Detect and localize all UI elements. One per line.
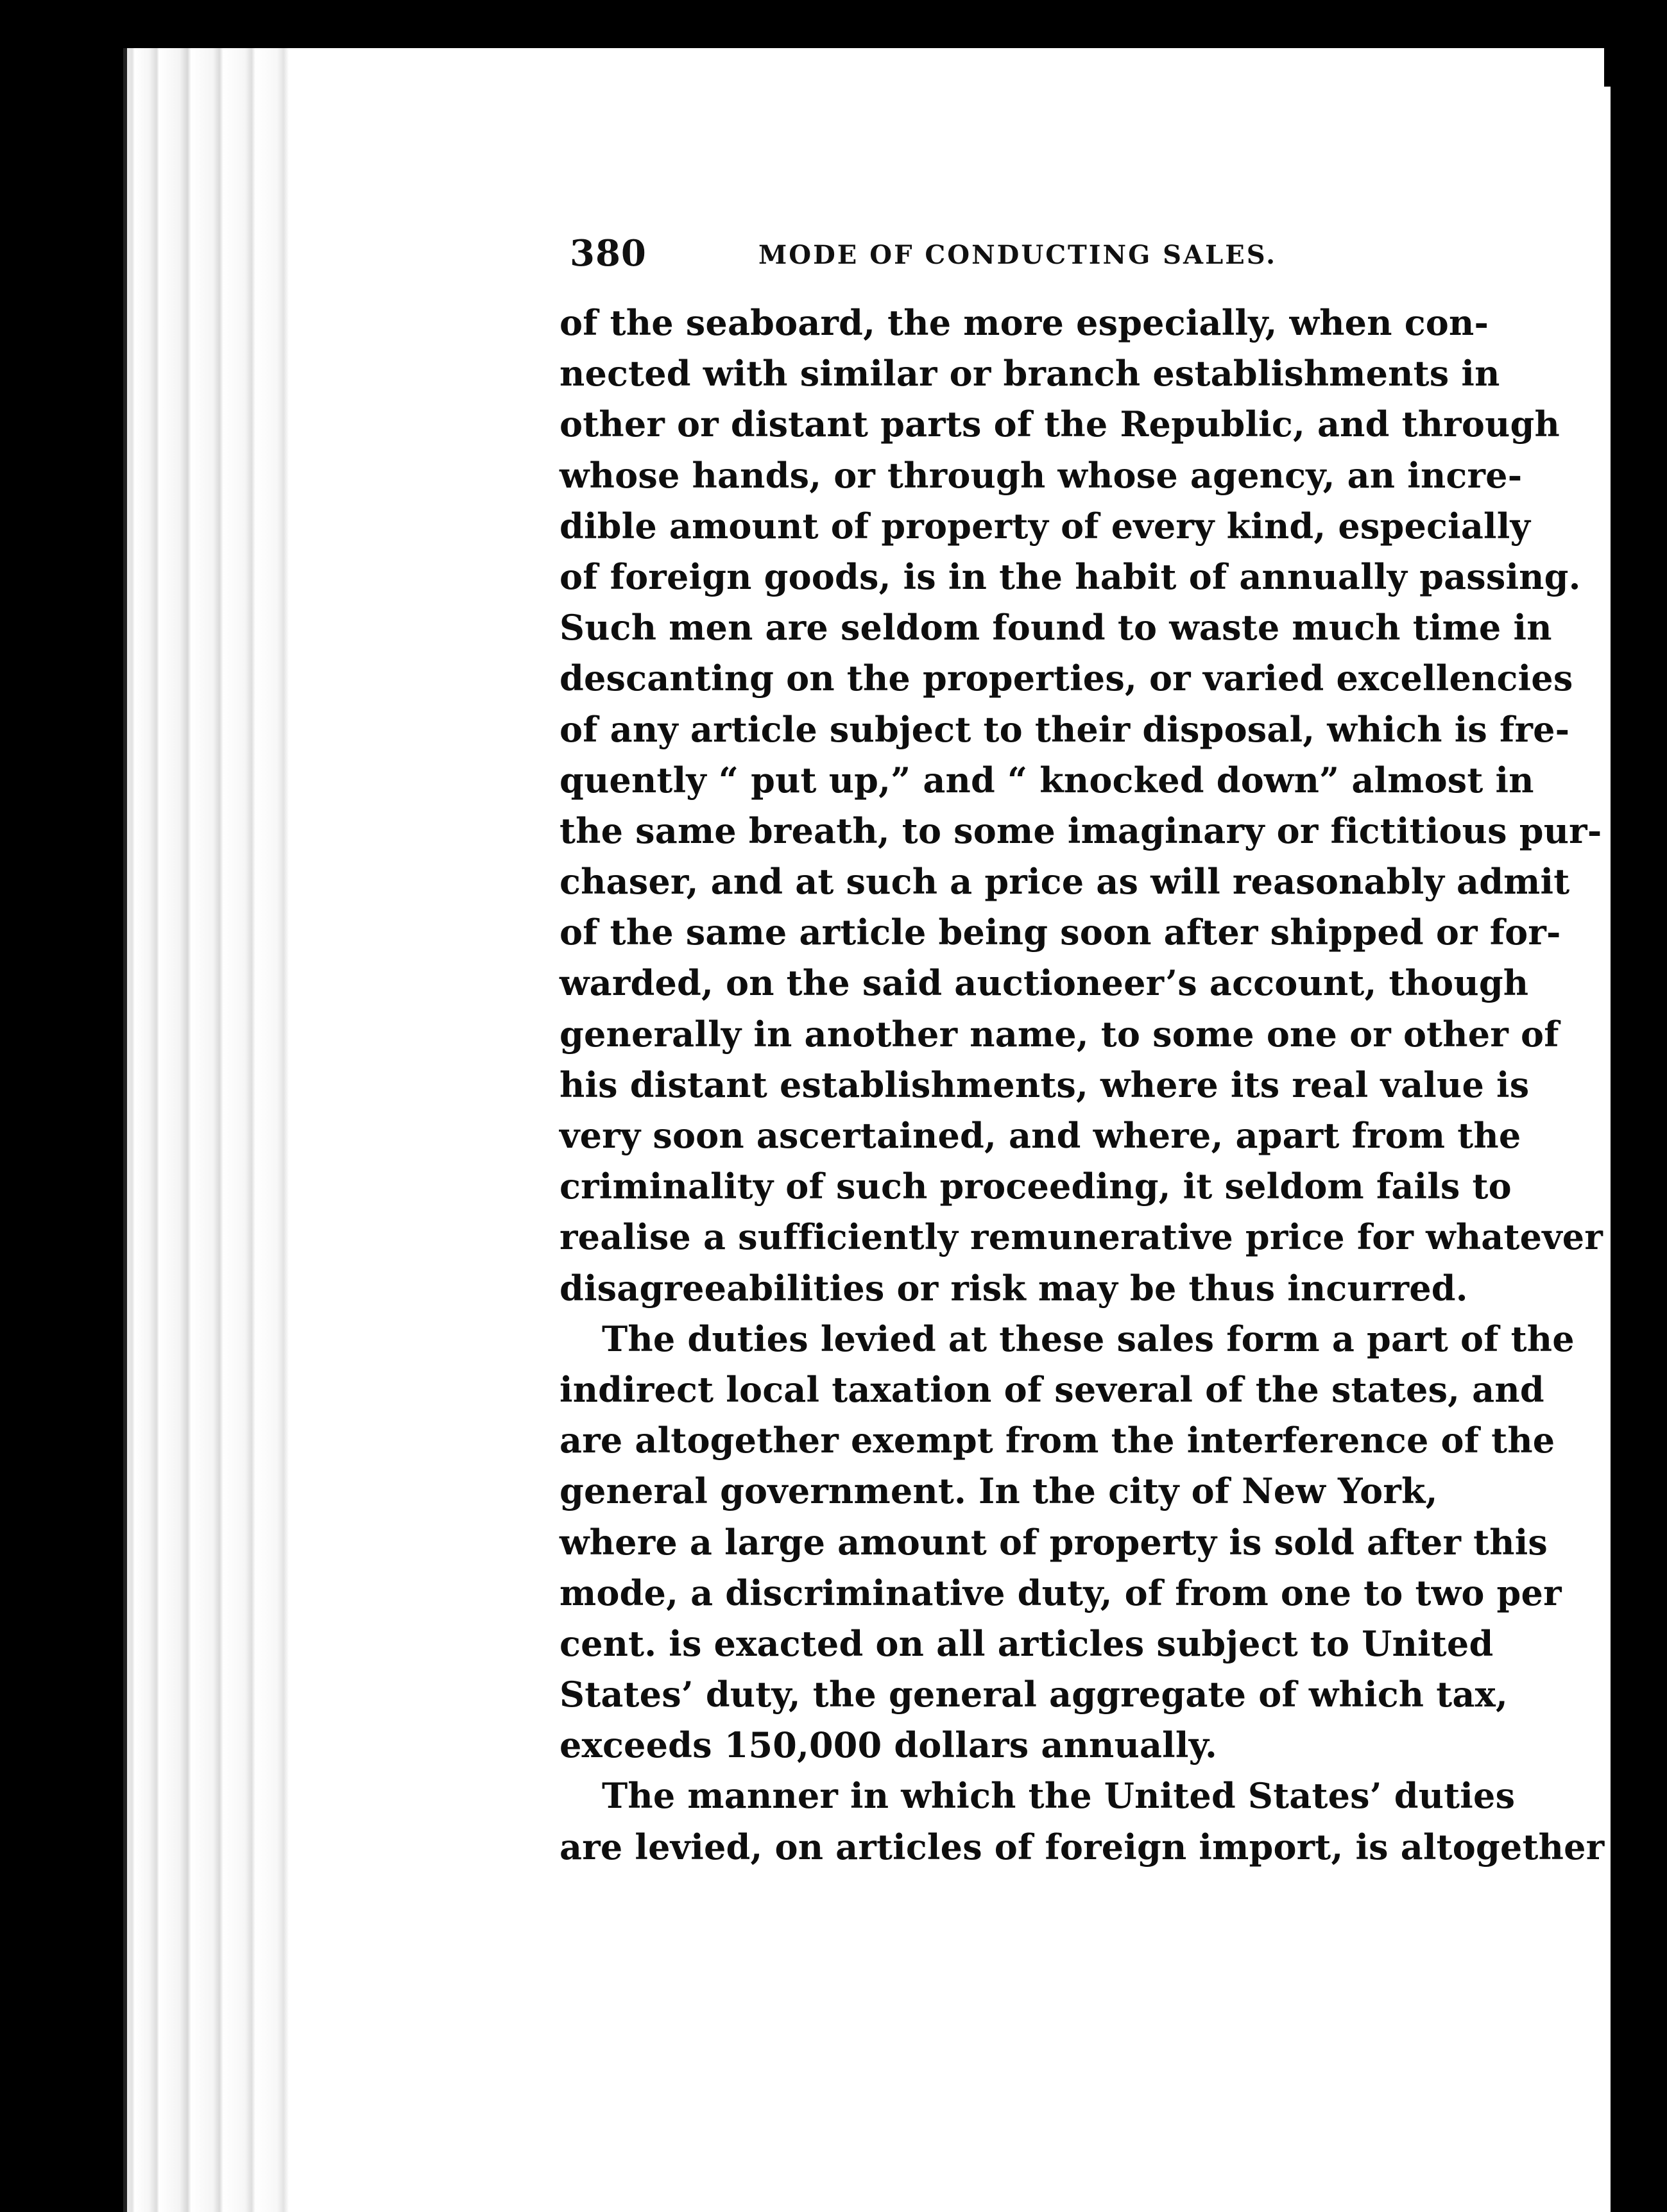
text-line: other or distant parts of the Republic, and through <box>560 404 1560 445</box>
text-line: the same breath, to some imaginary or fictitious pur- <box>560 810 1602 851</box>
binding-shadow-top <box>1604 48 1611 87</box>
body-text <box>560 298 1605 1873</box>
text-line: whose hands, or through whose agency, an incre- <box>560 454 1523 496</box>
running-title: MODE OF CONDUCTING SALES. <box>758 240 1278 270</box>
text-line: nected with similar or branch establishments in <box>560 353 1500 395</box>
text-line: chaser, and at such a price as will reasonably admit <box>560 861 1570 903</box>
paragraph <box>560 1771 1605 1872</box>
text-line: cent. is exacted on all articles subject to United <box>560 1622 1494 1664</box>
page-edge-shadow <box>123 48 127 2212</box>
text-line: very soon ascertained, and where, apart from the <box>560 1115 1521 1156</box>
paragraph <box>560 1314 1575 1771</box>
text-line: general government. In the city of New York, <box>560 1470 1438 1512</box>
page-edges <box>123 48 329 2212</box>
page-number: 380 <box>570 232 647 275</box>
text-line: are altogether exempt from the interference of the <box>560 1420 1555 1461</box>
text-line: indirect local taxation of several of the states, and <box>560 1368 1544 1410</box>
text-line: disagreeabilities or risk may be thus incurred. <box>560 1267 1468 1309</box>
text-line: of any article subject to their disposal, which is fre- <box>560 708 1570 750</box>
text-line: exceeds 150,000 dollars annually. <box>560 1724 1217 1766</box>
text-line: quently “ put up,” and “ knocked down” almost in <box>560 759 1534 801</box>
text-line: realise a sufficiently remunerative price for whatever <box>560 1216 1603 1258</box>
text-line: of foreign goods, is in the habit of annually passing. <box>560 556 1581 597</box>
text-line: of the same article being soon after shipped or for- <box>560 912 1561 953</box>
text-line: where a large amount of property is sold after this <box>560 1521 1548 1563</box>
text-line: his distant establishments, where its real value is <box>560 1064 1530 1105</box>
text-line: descanting on the properties, or varied excellencies <box>560 658 1573 699</box>
scan-border-top <box>0 0 1667 48</box>
text-line: warded, on the said auctioneer’s account, though <box>560 962 1529 1004</box>
text-line: Such men are seldom found to waste much time in <box>560 607 1552 649</box>
text-line: criminality of such proceeding, it seldom fails to <box>560 1166 1512 1207</box>
running-head <box>570 232 1442 277</box>
text-line: of the seaboard, the more especially, when con- <box>560 302 1489 343</box>
text-line: are levied, on articles of foreign import, is altogether <box>560 1826 1605 1867</box>
text-line: The duties levied at these sales form a part of the <box>602 1318 1575 1359</box>
text-line: The manner in which the United States’ duties <box>602 1775 1516 1817</box>
text-line: generally in another name, to some one or other of <box>560 1013 1559 1055</box>
text-line: mode, a discriminative duty, of from one to two per <box>560 1572 1562 1613</box>
text-line: States’ duty, the general aggregate of which tax, <box>560 1674 1508 1715</box>
text-line: dible amount of property of every kind, especially <box>560 505 1531 547</box>
paragraph <box>560 298 1603 1314</box>
